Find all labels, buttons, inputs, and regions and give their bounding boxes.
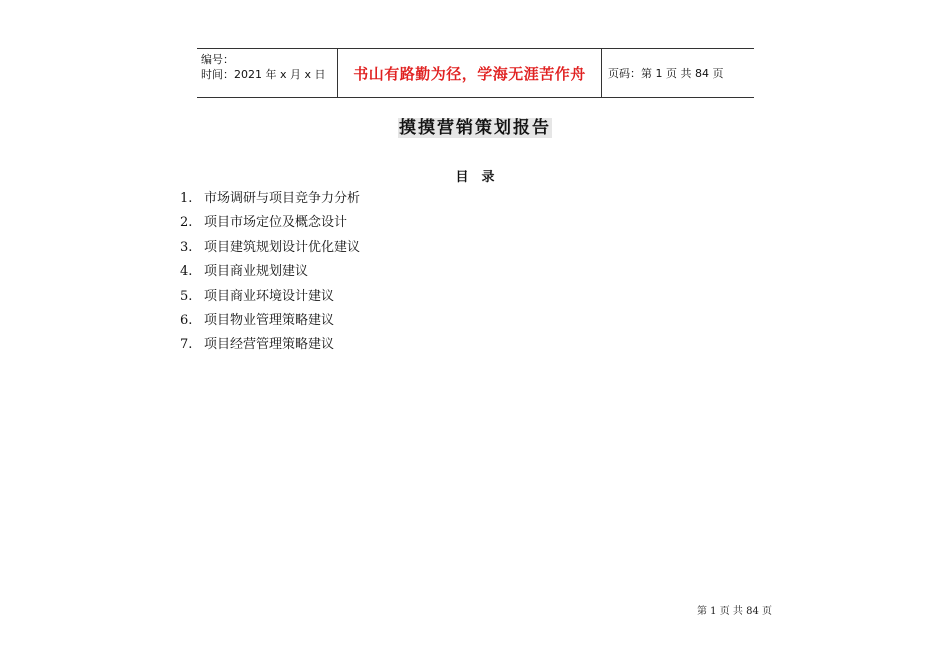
header-meta-cell bbox=[197, 49, 338, 97]
toc-item-text: 市场调研与项目竞争力分析 bbox=[204, 191, 361, 206]
header-motto-cell bbox=[338, 49, 602, 97]
toc-item bbox=[180, 189, 360, 213]
document-title bbox=[0, 113, 950, 138]
toc-item bbox=[180, 213, 360, 237]
toc-item-number: 1. bbox=[180, 191, 193, 206]
toc-list bbox=[180, 189, 360, 360]
toc-item bbox=[180, 238, 360, 262]
toc-item bbox=[180, 287, 360, 311]
header-page-cell bbox=[602, 49, 754, 97]
toc-item-number: 3. bbox=[180, 239, 193, 255]
toc-item bbox=[180, 311, 360, 335]
toc-item-text: 项目经营管理策略建议 bbox=[204, 337, 335, 353]
toc-item-text: 项目建筑规划设计优化建议 bbox=[204, 239, 361, 255]
toc-item-number: 5. bbox=[180, 288, 193, 304]
toc-item-text: 项目商业规划建议 bbox=[204, 264, 309, 280]
page-footer: 第 1 页 共 84 页 bbox=[697, 606, 772, 617]
toc-item bbox=[180, 335, 360, 359]
toc-item-number: 6. bbox=[180, 312, 193, 328]
toc-item bbox=[180, 262, 360, 286]
toc-item-text: 项目市场定位及概念设计 bbox=[204, 215, 348, 231]
document-title-text: 摸摸营销策划报告 bbox=[399, 118, 551, 138]
toc-heading: 目 录 bbox=[455, 170, 495, 185]
toc-item-text: 项目商业环境设计建议 bbox=[204, 288, 335, 304]
document-header-table bbox=[197, 48, 754, 98]
page-code-text: 页码：第 1 页 共 84 页 bbox=[608, 67, 724, 80]
toc-item-text: 项目物业管理策略建议 bbox=[204, 312, 335, 328]
motto-text: 书山有路勤为径，学海无涯苦作舟 bbox=[353, 64, 586, 83]
toc-item-number: 2. bbox=[180, 215, 193, 231]
toc-item-number: 4. bbox=[180, 264, 193, 280]
toc-item-number: 7. bbox=[180, 337, 193, 353]
date-label: 时间：2021 年 x 月 x 日 bbox=[201, 68, 326, 81]
serial-number-label: 编号： bbox=[201, 53, 234, 66]
